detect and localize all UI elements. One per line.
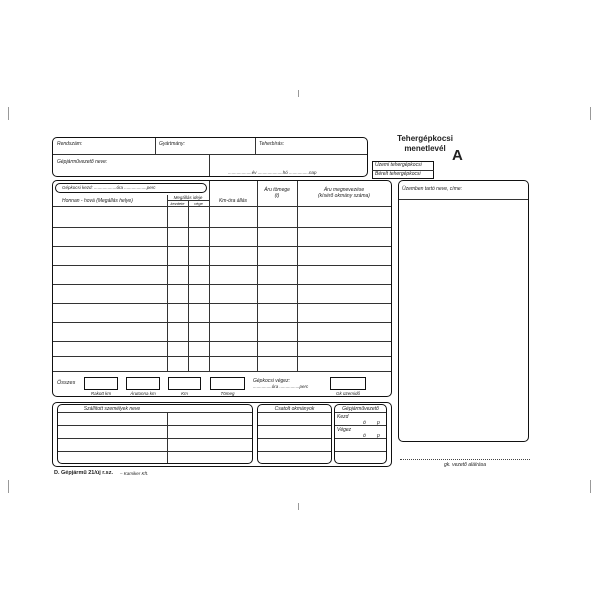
crop-mark-tl: [8, 107, 9, 120]
bottom-row-line-3: [58, 438, 252, 439]
rendszam-label: Rendszám:: [57, 141, 83, 147]
header-box: [52, 137, 368, 177]
row-line-6: [53, 322, 391, 323]
form-title-line1: Tehergépkocsi: [397, 134, 453, 143]
vegez-perc: p: [377, 433, 380, 439]
col-line-4: [257, 181, 258, 371]
teherbiras-label: Teherbírás:: [259, 141, 285, 147]
row-line-5: [53, 303, 391, 304]
gepkocsi-vegez-label: Gépkocsi végez:: [253, 378, 290, 384]
header-vdiv-2: [255, 138, 256, 154]
gk-uzemido-box[interactable]: [330, 377, 366, 390]
vegez-ora: ó: [363, 433, 366, 439]
bottom-row-line-4: [58, 451, 252, 452]
inner-mid-box: [257, 404, 332, 464]
rakott-km-box[interactable]: [84, 377, 118, 390]
bottom-col-line: [167, 412, 168, 463]
col-line-3: [209, 181, 210, 371]
csatolt-label: Csatolt okmányok: [274, 406, 315, 412]
gepjarmuvezeto-label: Gépjárművezető: [342, 406, 379, 412]
right-panel-box: [398, 180, 529, 442]
row-line-4: [53, 284, 391, 285]
date-line: ...................év ....................hó ................nap: [228, 170, 317, 175]
km-ora-label: Km-óra állás: [218, 198, 248, 204]
km-label: Km: [181, 391, 188, 396]
rakott-km-label: Rakott km: [90, 391, 112, 396]
uzemben-tarto-label: Üzemben tartó neve, címe:: [402, 186, 463, 192]
form-title-line2: menetlevél: [404, 144, 446, 153]
main-table-box: [52, 180, 392, 397]
header-vdiv-1: [155, 138, 156, 154]
aru-megnevezese-label: Áru megnevezése: [323, 187, 365, 193]
uzemi-label: Üzemi tehergépkocsi: [375, 162, 422, 168]
crop-mark-top: [298, 90, 299, 97]
mid-row-line-1: [258, 412, 331, 413]
arutonna-km-box[interactable]: [126, 377, 160, 390]
col-line-1: [167, 195, 168, 371]
km-box[interactable]: [168, 377, 201, 390]
inner-left-box: [57, 404, 253, 464]
publisher: – Kamiker Kft.: [120, 471, 149, 476]
mid-row-line-2: [258, 425, 331, 426]
bottom-row-line-2: [58, 425, 252, 426]
start-time-label: Gépkocsi kezd: ..................óra ..................perc: [62, 185, 156, 190]
gk-uzemido-label: Gk üzemidő: [335, 391, 360, 396]
crop-mark-tr: [590, 107, 591, 120]
right-panel-divider: [399, 199, 528, 200]
tomeg-label: Tömeg: [220, 391, 235, 396]
kezd-perc: p: [377, 420, 380, 426]
honnan-label: Honnan - hová (Megállás helye): [62, 198, 133, 204]
gyartmany-label: Gyártmány:: [159, 141, 185, 147]
berelt-label: Bérelt tehergépkocsi: [375, 171, 421, 177]
kisero-label: (kísérő okmány száma): [318, 193, 370, 199]
col-line-5: [297, 181, 298, 371]
signature-label: gk. vezető aláírása: [444, 462, 486, 468]
right-row-line-4: [335, 451, 386, 452]
crop-mark-bottom: [298, 503, 299, 510]
aru-tomege-unit: (t): [274, 193, 280, 199]
row-line-9: [53, 371, 391, 372]
form-letter: A: [452, 147, 463, 164]
mid-row-line-4: [258, 451, 331, 452]
kezd-label: Kezd: [337, 414, 349, 420]
vege-label: vége: [194, 201, 203, 206]
aru-tomege-label: Áru tömege: [264, 187, 290, 193]
tomeg-box[interactable]: [210, 377, 245, 390]
signature-line: [400, 459, 530, 460]
vegez-label: Végez: [337, 427, 352, 433]
row-line-3: [53, 265, 391, 266]
kezdete-label: kezdete: [170, 201, 185, 206]
main-header-line: [53, 206, 391, 207]
row-line-1: [53, 227, 391, 228]
bottom-row-line-1: [58, 412, 252, 413]
vegez-line: ...............óra ................perc: [253, 384, 309, 389]
col-line-2: [188, 200, 189, 371]
crop-mark-br: [590, 480, 591, 493]
row-line-2: [53, 246, 391, 247]
osszes-label: Összes: [57, 380, 76, 386]
arutonna-km-label: Árutonna km: [130, 391, 156, 396]
right-row-line-1: [335, 412, 386, 413]
form-code: D. Gépjármű 21/új r.sz.: [54, 470, 113, 476]
vezeto-neve-label: Gépjárművezető neve:: [57, 159, 108, 165]
row-line-7: [53, 341, 391, 342]
mid-row-line-3: [258, 438, 331, 439]
szallitott-label: Szállított személyek neve: [83, 406, 141, 412]
crop-mark-bl: [8, 480, 9, 493]
header-divider: [53, 154, 367, 155]
header-vdiv-3: [209, 155, 210, 176]
megallas-label: Megállás ideje: [173, 195, 203, 200]
kezd-ora: ó: [363, 420, 366, 426]
row-line-8: [53, 356, 391, 357]
